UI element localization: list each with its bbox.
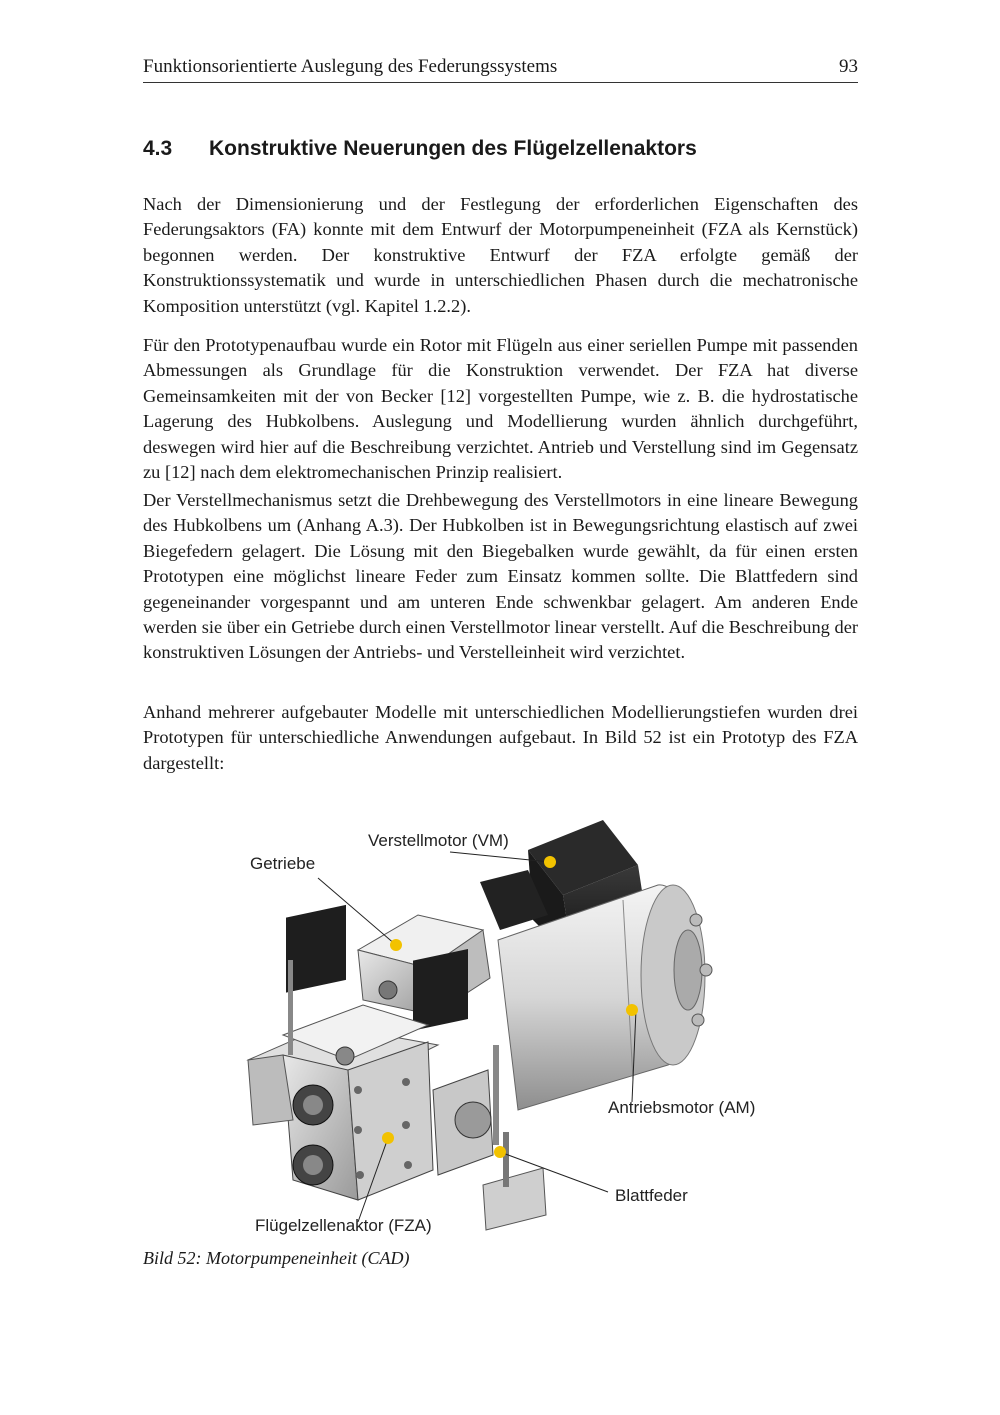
page-number: 93 — [839, 56, 858, 77]
figure-caption: Bild 52: Motorpumpeneinheit (CAD) — [143, 1248, 410, 1268]
marker-getriebe — [390, 939, 402, 951]
paragraph: Für den Prototypenaufbau wurde ein Rotor mit Flügeln aus einer seriellen Pumpe mit passenden Abmessungen als Grundlage für die Konstruktion verwendet. Der FZA hat diverse Gemeinsamkeiten mit der von Becker [12] vorgestellten Pumpe, wie z. B. die hydrostatische Lagerung des Hubkolbens. Auslegung und Modellierung wurden ähnlich durchgeführt, deswegen wird hier auf die Beschreibung verzichtet. Antrieb und Verstellung sind im Gegensatz zu [12] nach dem elektromechanischen Prinzip realisiert. — [143, 335, 858, 483]
running-title: Funktionsorientierte Auslegung des Federungssystems — [143, 56, 558, 77]
page-header — [143, 56, 858, 83]
cad-figure — [228, 820, 788, 1240]
label-getriebe: Getriebe — [250, 854, 316, 873]
label-fluegelzellenaktor: Flügelzellenaktor (FZA) — [255, 1216, 432, 1235]
label-antriebsmotor: Antriebsmotor (AM) — [608, 1098, 756, 1117]
marker-vm — [544, 856, 556, 868]
paragraph: Nach der Dimensionierung und der Festlegung der erforderlichen Eigenschaften des Federungsaktors (FA) konnte mit dem Entwurf der Motorpumpeneinheit (FZA als Kernstück) begonnen werden. Der konstruktive Entwurf der FZA erfolgte gemäß der Konstruktionssystematik und wurde in unterschiedlichen Phasen durch die mechatronische Komposition unterstützt (vgl. Kapitel 1.2.2). — [143, 194, 858, 316]
section-number: 4.3 — [143, 137, 173, 160]
section-heading — [143, 137, 697, 161]
paragraph: Der Verstellmechanismus setzt die Drehbewegung des Verstellmotors in eine lineare Bewegung des Hubkolbens um (Anhang A.3). Der Hubkolben ist in Bewegungsrichtung elastisch auf zwei Biegefedern gelagert. Die Lösung mit den Biegebalken wurde gewählt, da für einen ersten Prototypen eine möglichst lineare Feder zum Einsatz kommen sollte. Die Blattfedern sind gegeneinander vorgespannt und am unteren Ende schwenkbar gelagert. Am anderen Ende werden sie über ein Getriebe durch einen Verstellmotor linear verstellt. Auf die Beschreibung der konstruktiven Lösungen der Antriebs- und Verstelleinheit wird verzichtet. — [143, 490, 858, 663]
motor-pump-unit-drawing — [228, 820, 788, 1240]
marker-am — [626, 1004, 638, 1016]
paragraph: Anhand mehrerer aufgebauter Modelle mit unterschiedlichen Modellierungstiefen wurden drei Prototypen für unterschiedliche Anwendungen aufgebaut. In Bild 52 ist ein Prototyp des FZA dargestellt: — [143, 702, 858, 773]
label-blattfeder: Blattfeder — [615, 1186, 688, 1205]
marker-blattfeder — [494, 1146, 506, 1158]
section-title: Konstruktive Neuerungen des Flügelzellenaktors — [209, 137, 697, 160]
marker-fza — [382, 1132, 394, 1144]
label-verstellmotor: Verstellmotor (VM) — [368, 831, 509, 850]
